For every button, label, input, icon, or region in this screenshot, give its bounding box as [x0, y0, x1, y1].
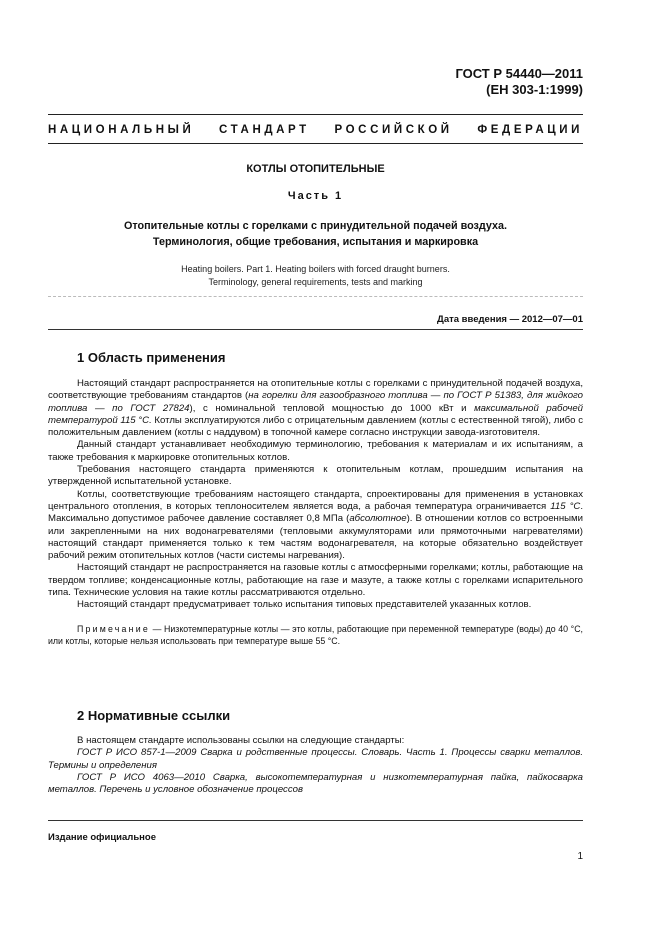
subtitle-line-2: Терминология, общие требования, испытания и маркировка: [152, 236, 479, 248]
title-separator: [48, 296, 583, 297]
document-title: КОТЛЫ ОТОПИТЕЛЬНЫЕ: [246, 163, 385, 175]
paragraph: В настоящем стандарте использованы ссылки на следующие стандарты:: [77, 735, 405, 746]
section-1-body: [48, 378, 583, 647]
paragraph: Требования настоящего стандарта применяются к отопительным котлам, прошедшим испытания на утвержденной испытательной установке.: [48, 464, 583, 488]
page-number: 1: [577, 851, 583, 862]
gost-code: ГОСТ Р 54440—2011: [455, 66, 583, 81]
footer-rule: [48, 820, 583, 821]
english-line-1: Heating boilers. Part 1. Heating boilers with forced draught burners.: [181, 264, 450, 274]
note: [48, 623, 583, 647]
document-subtitle: [48, 218, 583, 250]
english-line-2: Terminology, general requirements, tests and marking: [208, 277, 423, 287]
intro-rule: [48, 329, 583, 330]
part-label: Часть 1: [287, 190, 344, 202]
paragraph: Настоящий стандарт предусматривает только испытания типовых представителей указанных котлов.: [77, 599, 532, 611]
en-code: (ЕН 303-1:1999): [486, 82, 583, 97]
middle-rule: [48, 143, 583, 144]
reference-item: ГОСТ Р ИСО 4063—2010 Сварка, высокотемпературная и низкотемпературная пайка, пайкосварка металлов. Перечень и условное обозначение процессов: [48, 771, 583, 796]
note-text: — Низкотемпературные котлы — это котлы, работающие при переменной температуре (воды) до 40 °С, или котлы, которые нельзя использовать при температуре выше 55 °С.: [48, 623, 583, 646]
section-2-heading: 2 Нормативные ссылки: [77, 708, 231, 723]
subtitle-line-1: Отопительные котлы с горелками с принудительной подачей воздуха.: [123, 220, 508, 232]
note-label: Примечание: [77, 623, 150, 634]
english-title: [48, 263, 583, 289]
introduction-date: Дата введения — 2012—07—01: [437, 314, 583, 325]
national-standard-heading: НАЦИОНАЛЬНЫЙ СТАНДАРТ РОССИЙСКОЙ ФЕДЕРАЦИИ: [48, 124, 583, 136]
section-1-heading: 1 Область применения: [77, 350, 226, 365]
reference-item: ГОСТ Р ИСО 857-1—2009 Сварка и родственные процессы. Словарь. Часть 1. Процессы сварки металлов. Термины и определения: [48, 747, 583, 771]
paragraph: Настоящий стандарт распространяется на отопительные котлы с горелками с принудительной подачей воздуха, соответствующие требованиям стандартов (на горелки для газообразного топлива — по ГОСТ Р 51383, для жидкого топлива — по ГОСТ 27824), с номинальной тепловой мощностью до 1000 кВт и максимальной рабочей температурой 115 °С. Котлы эксплуатируются либо с отрицательным давлением (котлы с естественной тягой), либо с положительным давлением (котлы с наддувом) в топочной камере согласно инструкции завода-изготовителя.: [48, 378, 583, 439]
edition-label: Издание официальное: [48, 832, 156, 843]
paragraph: Настоящий стандарт не распространяется на газовые котлы с атмосферными горелками; котлы, работающие на твердом топливе; конденсационные котлы, работающие на газе и мазуте, а также котлы с горелками испарительного типа. Технические условия на такие котлы рассматриваются отдельно.: [48, 562, 583, 599]
paragraph: Котлы, соответствующие требованиям настоящего стандарта, спроектированы для применения в установках центрального отопления, в которых теплоносителем является вода, а рабочая температура ограничивается 115 °С. Максимально допустимое рабочее давление составляет 0,8 МПа (абсолютное). В отношении котлов со встроенными или закрепленными на них водонагревателями (тепловыми аккумуляторами или прямоточными нагревателями) настоящий стандарт применяется только к тем частям водонагревателя, на которые обязательно воздействует рабочий режим отопительных котлов (части системы нагревания).: [48, 488, 583, 562]
section-2-body: [48, 735, 583, 796]
standard-code-block: [455, 66, 583, 98]
paragraph: Данный стандарт устанавливает необходимую терминологию, требования к материалам и их испытаниям, а также требования к маркировке отопительных котлов.: [48, 439, 583, 463]
top-rule: [48, 114, 583, 115]
